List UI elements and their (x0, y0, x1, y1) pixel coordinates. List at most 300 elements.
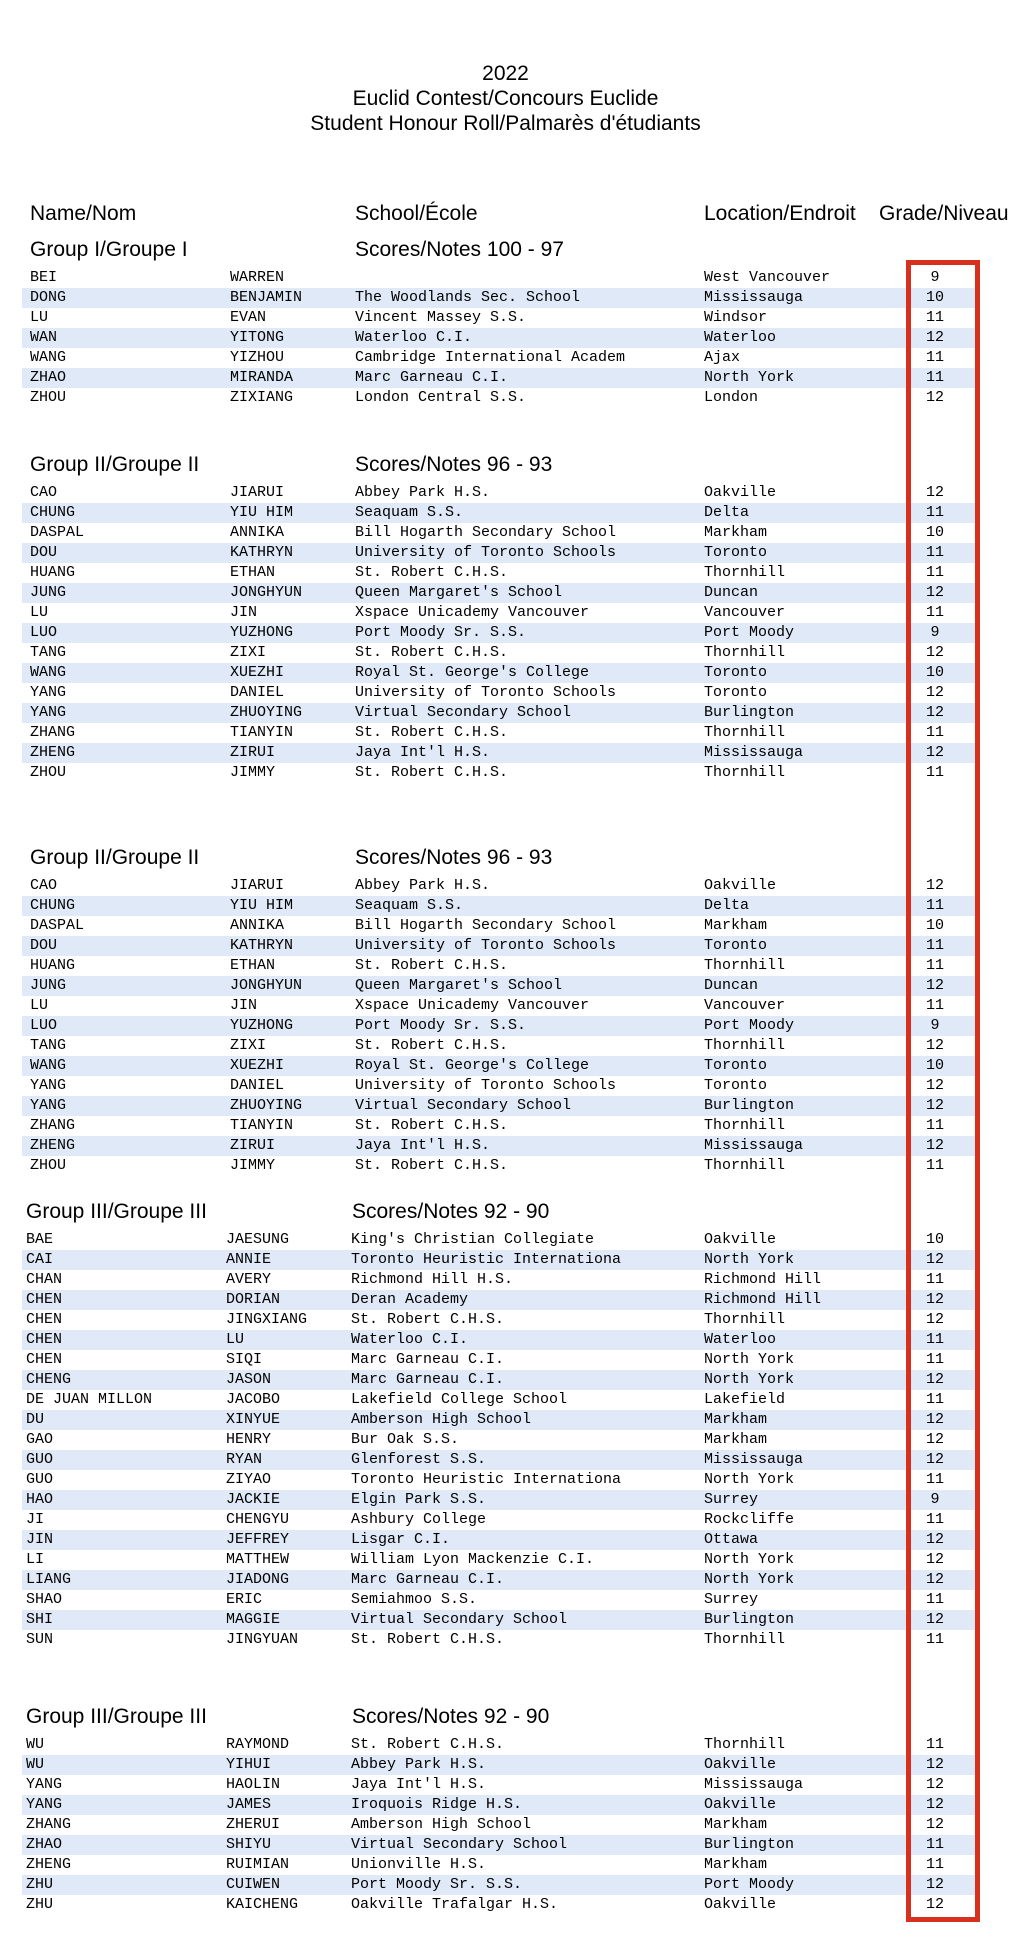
cell-grade: 11 (925, 897, 944, 914)
cell-last-name: DASPAL (30, 917, 85, 934)
cell-location: Markham (704, 1856, 768, 1873)
cell-location: Ajax (704, 349, 741, 366)
cell-school: Cambridge International Academ (355, 349, 626, 366)
cell-grade: 11 (925, 937, 944, 954)
cell-grade: 11 (925, 1736, 944, 1753)
cell-location: Surrey (704, 1491, 759, 1508)
cell-school: The Woodlands Sec. School (355, 289, 581, 306)
table-row (22, 1510, 977, 1530)
table-row (22, 603, 977, 623)
cell-first-name: JIARUI (230, 484, 285, 501)
cell-grade: 12 (925, 1037, 944, 1054)
cell-school: Jaya Int'l H.S. (355, 1137, 491, 1154)
cell-grade: 12 (925, 977, 944, 994)
cell-last-name: JUNG (30, 977, 67, 994)
cell-first-name: DANIEL (230, 1077, 285, 1094)
cell-first-name: YIU HIM (230, 504, 294, 521)
column-header-grade: Grade/Niveau (879, 202, 1009, 225)
cell-grade: 12 (925, 329, 944, 346)
cell-location: North York (704, 1551, 795, 1568)
cell-last-name: ZHU (26, 1876, 54, 1893)
table-row (22, 1795, 977, 1815)
cell-grade: 10 (925, 664, 944, 681)
cell-last-name: CHUNG (30, 897, 76, 914)
cell-first-name: XUEZHI (230, 1057, 285, 1074)
cell-school: Royal St. George's College (355, 1057, 590, 1074)
cell-first-name: XINYUE (226, 1411, 281, 1428)
cell-school: Bur Oak S.S. (351, 1431, 460, 1448)
cell-grade: 10 (925, 289, 944, 306)
cell-first-name: JEFFREY (226, 1531, 290, 1548)
cell-grade: 12 (925, 1431, 944, 1448)
cell-last-name: BAE (26, 1231, 54, 1248)
cell-location: Thornhill (704, 1311, 786, 1328)
cell-first-name: ZIYAO (226, 1471, 272, 1488)
cell-school: Queen Margaret's School (355, 584, 563, 601)
cell-grade: 12 (925, 389, 944, 406)
cell-school: Jaya Int'l H.S. (355, 744, 491, 761)
cell-grade: 12 (925, 1876, 944, 1893)
cell-first-name: YIZHOU (230, 349, 285, 366)
table-row (22, 623, 977, 643)
table-row (22, 1855, 977, 1875)
cell-grade: 10 (925, 917, 944, 934)
group-label: Group II/Groupe II (30, 453, 200, 476)
cell-location: Delta (704, 504, 750, 521)
cell-location: Markham (704, 917, 768, 934)
cell-school: St. Robert C.H.S. (355, 644, 509, 661)
table-row (22, 288, 977, 308)
cell-last-name: GUO (26, 1471, 54, 1488)
cell-first-name: DANIEL (230, 684, 285, 701)
cell-last-name: CAO (30, 484, 58, 501)
cell-school: Xspace Unicademy Vancouver (355, 997, 590, 1014)
cell-location: Markham (704, 1431, 768, 1448)
cell-school: William Lyon Mackenzie C.I. (351, 1551, 595, 1568)
cell-grade: 11 (925, 369, 944, 386)
cell-last-name: GAO (26, 1431, 54, 1448)
cell-grade: 11 (925, 604, 944, 621)
cell-location: Toronto (704, 544, 768, 561)
cell-location: Thornhill (704, 724, 786, 741)
cell-grade: 11 (925, 1471, 944, 1488)
table-row (22, 1590, 977, 1610)
cell-location: Thornhill (704, 564, 786, 581)
cell-first-name: JAMES (226, 1796, 272, 1813)
cell-first-name: SHIYU (226, 1836, 272, 1853)
cell-first-name: ZIRUI (230, 744, 276, 761)
cell-location: Thornhill (704, 1157, 786, 1174)
cell-school: Port Moody Sr. S.S. (351, 1876, 523, 1893)
cell-location: Port Moody (704, 624, 795, 641)
cell-location: Burlington (704, 1836, 795, 1853)
table-row (22, 1390, 977, 1410)
cell-first-name: BENJAMIN (230, 289, 303, 306)
table-row (22, 1470, 977, 1490)
cell-location: Richmond Hill (704, 1271, 822, 1288)
cell-grade: 11 (925, 1511, 944, 1528)
table-row (22, 1156, 977, 1176)
cell-school: Bill Hogarth Secondary School (355, 524, 617, 541)
cell-first-name: TIANYIN (230, 724, 294, 741)
cell-location: Thornhill (704, 957, 786, 974)
cell-first-name: TIANYIN (230, 1117, 294, 1134)
cell-grade: 11 (925, 564, 944, 581)
group-label: Group I/Groupe I (30, 238, 188, 261)
cell-first-name: JACKIE (226, 1491, 281, 1508)
cell-last-name: LUO (30, 624, 58, 641)
cell-school: Lisgar C.I. (351, 1531, 451, 1548)
cell-location: Thornhill (704, 1631, 786, 1648)
cell-grade: 11 (925, 1157, 944, 1174)
cell-school: Lakefield College School (351, 1391, 568, 1408)
cell-first-name: JACOBO (226, 1391, 281, 1408)
cell-location: London (704, 389, 759, 406)
cell-last-name: ZHAO (26, 1836, 63, 1853)
cell-first-name: ZIXI (230, 644, 267, 661)
cell-last-name: WANG (30, 349, 67, 366)
cell-location: Burlington (704, 1097, 795, 1114)
cell-location: Thornhill (704, 1736, 786, 1753)
cell-last-name: CHAN (26, 1271, 63, 1288)
column-header-location: Location/Endroit (704, 202, 856, 225)
table-row (22, 268, 977, 288)
cell-last-name: YANG (30, 704, 67, 721)
cell-school: Marc Garneau C.I. (351, 1351, 505, 1368)
table-row (22, 348, 977, 368)
cell-location: Thornhill (704, 764, 786, 781)
cell-grade: 12 (925, 1896, 944, 1913)
cell-first-name: ANNIKA (230, 524, 285, 541)
cell-last-name: WU (26, 1736, 45, 1753)
cell-school: St. Robert C.H.S. (355, 957, 509, 974)
table-row (22, 1370, 977, 1390)
table-row (22, 1570, 977, 1590)
cell-last-name: WANG (30, 1057, 67, 1074)
table-row (22, 503, 977, 523)
cell-last-name: ZHENG (26, 1856, 72, 1873)
cell-school: Xspace Unicademy Vancouver (355, 604, 590, 621)
cell-first-name: YUZHONG (230, 1017, 294, 1034)
cell-school: University of Toronto Schools (355, 1077, 617, 1094)
cell-grade: 11 (925, 1591, 944, 1608)
cell-first-name: JIARUI (230, 877, 285, 894)
cell-location: North York (704, 1251, 795, 1268)
cell-grade: 12 (925, 1077, 944, 1094)
table-row (22, 388, 977, 408)
cell-last-name: ZHOU (30, 1157, 67, 1174)
cell-grade: 12 (925, 1756, 944, 1773)
cell-first-name: ZHUOYING (230, 1097, 303, 1114)
cell-location: Toronto (704, 664, 768, 681)
cell-grade: 12 (925, 1796, 944, 1813)
cell-location: Delta (704, 897, 750, 914)
table-row (22, 763, 977, 783)
cell-location: North York (704, 1351, 795, 1368)
cell-first-name: KATHRYN (230, 937, 294, 954)
cell-first-name: WARREN (230, 269, 285, 286)
cell-first-name: JIMMY (230, 764, 276, 781)
cell-first-name: SIQI (226, 1351, 263, 1368)
cell-grade: 12 (925, 1611, 944, 1628)
cell-grade: 12 (925, 584, 944, 601)
cell-last-name: DONG (30, 289, 67, 306)
cell-school: Virtual Secondary School (355, 704, 572, 721)
cell-grade: 12 (925, 1571, 944, 1588)
cell-first-name: YIU HIM (230, 897, 294, 914)
cell-location: Thornhill (704, 1117, 786, 1134)
table-row (22, 703, 977, 723)
cell-location: Oakville (704, 484, 777, 501)
cell-first-name: MATTHEW (226, 1551, 290, 1568)
cell-grade: 12 (925, 484, 944, 501)
cell-school: Virtual Secondary School (355, 1097, 572, 1114)
table-row (22, 1550, 977, 1570)
cell-location: Lakefield (704, 1391, 786, 1408)
cell-grade: 11 (925, 1331, 944, 1348)
cell-first-name: ANNIE (226, 1251, 272, 1268)
cell-grade: 11 (925, 1631, 944, 1648)
cell-school: University of Toronto Schools (355, 684, 617, 701)
cell-school: Amberson High School (351, 1816, 532, 1833)
column-header-name: Name/Nom (30, 202, 137, 225)
cell-grade: 12 (925, 1411, 944, 1428)
cell-school: University of Toronto Schools (355, 937, 617, 954)
cell-school: Amberson High School (351, 1411, 532, 1428)
cell-first-name: ZHUOYING (230, 704, 303, 721)
cell-location: Oakville (704, 877, 777, 894)
table-row (22, 1895, 977, 1915)
cell-last-name: BEI (30, 269, 58, 286)
cell-last-name: ZHOU (30, 764, 67, 781)
cell-school: Jaya Int'l H.S. (351, 1776, 487, 1793)
cell-first-name: LU (226, 1331, 245, 1348)
cell-last-name: DASPAL (30, 524, 85, 541)
table-row (22, 1290, 977, 1310)
cell-location: Mississauga (704, 744, 804, 761)
cell-first-name: JINGYUAN (226, 1631, 299, 1648)
table-row (22, 1056, 977, 1076)
cell-last-name: YANG (26, 1796, 63, 1813)
cell-first-name: ZIXI (230, 1037, 267, 1054)
cell-grade: 9 (930, 624, 940, 641)
cell-last-name: TANG (30, 1037, 67, 1054)
cell-last-name: LU (30, 997, 49, 1014)
cell-grade: 11 (925, 957, 944, 974)
document-year: 2022 (482, 62, 529, 85)
cell-location: Mississauga (704, 1137, 804, 1154)
cell-last-name: SHI (26, 1611, 54, 1628)
cell-grade: 11 (925, 1117, 944, 1134)
cell-school: Marc Garneau C.I. (351, 1571, 505, 1588)
table-row (22, 643, 977, 663)
cell-grade: 10 (925, 1231, 944, 1248)
cell-last-name: CHEN (26, 1291, 63, 1308)
cell-school: Deran Academy (351, 1291, 469, 1308)
column-header-school: School/École (355, 202, 478, 225)
cell-grade: 12 (925, 1776, 944, 1793)
cell-last-name: WU (26, 1756, 45, 1773)
table-row (22, 723, 977, 743)
cell-first-name: CUIWEN (226, 1876, 281, 1893)
cell-location: Mississauga (704, 1776, 804, 1793)
cell-location: Vancouver (704, 604, 786, 621)
cell-school: Abbey Park H.S. (351, 1756, 487, 1773)
cell-first-name: EVAN (230, 309, 267, 326)
cell-grade: 12 (925, 1251, 944, 1268)
cell-grade: 11 (925, 764, 944, 781)
cell-first-name: JIN (230, 997, 258, 1014)
cell-last-name: DU (26, 1411, 45, 1428)
cell-location: North York (704, 1371, 795, 1388)
cell-last-name: CHENG (26, 1371, 72, 1388)
cell-location: Toronto (704, 937, 768, 954)
cell-grade: 9 (930, 1491, 940, 1508)
table-row (22, 876, 977, 896)
group-score-range: Scores/Notes 96 - 93 (355, 453, 553, 476)
cell-school: Waterloo C.I. (355, 329, 473, 346)
cell-last-name: CHEN (26, 1331, 63, 1348)
table-row (22, 976, 977, 996)
document-contest-title: Euclid Contest/Concours Euclide (352, 87, 659, 110)
table-row (22, 1036, 977, 1056)
cell-school: University of Toronto Schools (355, 544, 617, 561)
cell-last-name: GUO (26, 1451, 54, 1468)
table-row (22, 663, 977, 683)
cell-grade: 12 (925, 1137, 944, 1154)
table-row (22, 743, 977, 763)
table-row (22, 328, 977, 348)
cell-grade: 12 (925, 877, 944, 894)
cell-location: Windsor (704, 309, 768, 326)
group-label: Group II/Groupe II (30, 846, 200, 869)
cell-school: Ashbury College (351, 1511, 487, 1528)
table-row (22, 308, 977, 328)
cell-location: Toronto (704, 1057, 768, 1074)
cell-first-name: JONGHYUN (230, 584, 303, 601)
group-score-range: Scores/Notes 100 - 97 (355, 238, 564, 261)
cell-last-name: WAN (30, 329, 58, 346)
cell-grade: 12 (925, 1551, 944, 1568)
cell-location: North York (704, 1571, 795, 1588)
table-row (22, 1410, 977, 1430)
cell-school: Bill Hogarth Secondary School (355, 917, 617, 934)
table-row (22, 1116, 977, 1136)
cell-school: St. Robert C.H.S. (351, 1311, 505, 1328)
cell-first-name: XUEZHI (230, 664, 285, 681)
cell-first-name: JIMMY (230, 1157, 276, 1174)
cell-location: Markham (704, 1411, 768, 1428)
cell-last-name: JIN (26, 1531, 54, 1548)
table-row (22, 1835, 977, 1855)
table-row (22, 1490, 977, 1510)
cell-school: Virtual Secondary School (351, 1836, 568, 1853)
cell-first-name: RYAN (226, 1451, 263, 1468)
cell-location: Thornhill (704, 1037, 786, 1054)
cell-school: Port Moody Sr. S.S. (355, 624, 527, 641)
cell-grade: 11 (925, 349, 944, 366)
cell-location: Richmond Hill (704, 1291, 822, 1308)
group-score-range: Scores/Notes 92 - 90 (352, 1200, 550, 1223)
cell-grade: 12 (925, 744, 944, 761)
table-row (22, 996, 977, 1016)
table-row (22, 896, 977, 916)
cell-last-name: LUO (30, 1017, 58, 1034)
cell-school: Queen Margaret's School (355, 977, 563, 994)
cell-last-name: CAI (26, 1251, 54, 1268)
table-row (22, 1735, 977, 1755)
cell-first-name: JONGHYUN (230, 977, 303, 994)
cell-location: West Vancouver (704, 269, 831, 286)
cell-location: Surrey (704, 1591, 759, 1608)
cell-school: Semiahmoo S.S. (351, 1591, 478, 1608)
cell-grade: 12 (925, 644, 944, 661)
cell-last-name: CHUNG (30, 504, 76, 521)
cell-first-name: JIADONG (226, 1571, 290, 1588)
cell-grade: 12 (925, 1311, 944, 1328)
cell-first-name: YIHUI (226, 1756, 272, 1773)
cell-grade: 9 (930, 269, 940, 286)
cell-last-name: HUANG (30, 564, 76, 581)
group-score-range: Scores/Notes 96 - 93 (355, 846, 553, 869)
cell-last-name: ZHANG (30, 724, 76, 741)
cell-location: Toronto (704, 1077, 768, 1094)
cell-last-name: LIANG (26, 1571, 72, 1588)
cell-location: Toronto (704, 684, 768, 701)
cell-grade: 11 (925, 1856, 944, 1873)
cell-first-name: ETHAN (230, 957, 276, 974)
cell-first-name: MIRANDA (230, 369, 294, 386)
table-row (22, 1755, 977, 1775)
cell-location: North York (704, 369, 795, 386)
cell-grade: 11 (925, 1351, 944, 1368)
group-label: Group III/Groupe III (26, 1200, 207, 1223)
cell-location: Oakville (704, 1756, 777, 1773)
cell-last-name: HAO (26, 1491, 54, 1508)
table-row (22, 1330, 977, 1350)
cell-school: Seaquam S.S. (355, 897, 464, 914)
cell-first-name: ZIXIANG (230, 389, 294, 406)
cell-school: Oakville Trafalgar H.S. (351, 1896, 559, 1913)
cell-first-name: JIN (230, 604, 258, 621)
cell-grade: 12 (925, 1371, 944, 1388)
cell-first-name: RUIMIAN (226, 1856, 290, 1873)
cell-last-name: ZHANG (30, 1117, 76, 1134)
cell-grade: 11 (925, 544, 944, 561)
table-row (22, 1250, 977, 1270)
cell-last-name: YANG (30, 1077, 67, 1094)
cell-school: St. Robert C.H.S. (355, 724, 509, 741)
table-row (22, 483, 977, 503)
cell-school: Glenforest S.S. (351, 1451, 487, 1468)
cell-grade: 9 (930, 1017, 940, 1034)
cell-last-name: LU (30, 604, 49, 621)
cell-school: Virtual Secondary School (351, 1611, 568, 1628)
cell-school: Seaquam S.S. (355, 504, 464, 521)
cell-school: St. Robert C.H.S. (355, 1037, 509, 1054)
cell-location: Waterloo (704, 1331, 777, 1348)
table-row (22, 1875, 977, 1895)
cell-location: Markham (704, 524, 768, 541)
cell-school: Iroquois Ridge H.S. (351, 1796, 523, 1813)
cell-school: Waterloo C.I. (351, 1331, 469, 1348)
table-row (22, 1230, 977, 1250)
group-score-range: Scores/Notes 92 - 90 (352, 1705, 550, 1728)
cell-last-name: YANG (26, 1776, 63, 1793)
group-label: Group III/Groupe III (26, 1705, 207, 1728)
cell-school: St. Robert C.H.S. (355, 1117, 509, 1134)
cell-grade: 11 (925, 504, 944, 521)
